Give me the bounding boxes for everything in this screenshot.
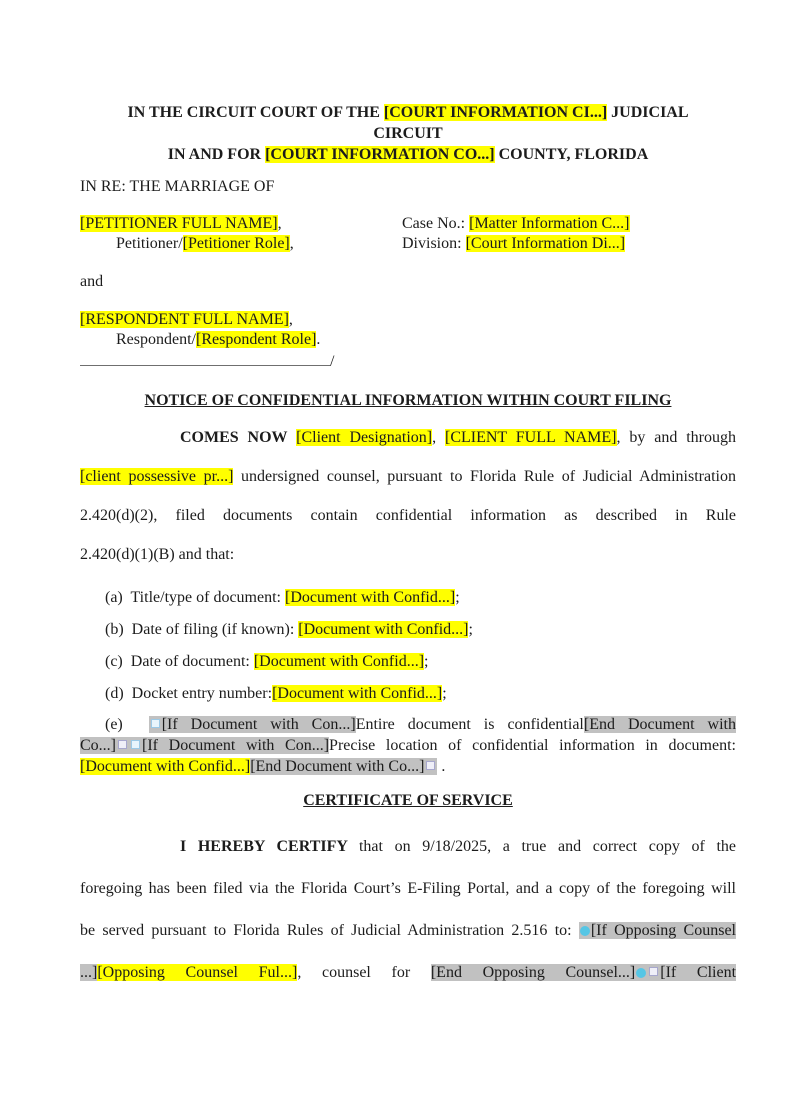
caption-right-cell	[402, 214, 736, 234]
header-block	[80, 102, 736, 165]
placeholder-field[interactable]: [End Document with Co...]	[250, 758, 425, 775]
text-run: ,	[289, 235, 294, 252]
certificate-line-2	[80, 868, 736, 910]
text-run: Division:	[402, 235, 466, 252]
placeholder-field[interactable]: [Document with Confid...]	[284, 589, 456, 606]
placeholder-field[interactable]: [Document with Confid...]	[298, 621, 469, 638]
text-run: I HEREBY CERTIFY	[180, 838, 359, 855]
certificate-paragraph	[80, 826, 736, 994]
text-run: , by and through	[616, 429, 736, 446]
text-run: undersigned counsel, pursuant to Florida Rule of Judicial Administration	[233, 468, 736, 485]
condition-toggle-marker-icon[interactable]	[131, 740, 140, 749]
list-item-c	[80, 646, 736, 678]
text-run: (c) Date of document:	[105, 653, 254, 670]
text-run: be served pursuant to Florida Rules of Judicial Administration 2.516 to:	[80, 922, 579, 939]
and-text	[80, 272, 736, 292]
certificate-title	[80, 790, 736, 811]
placeholder-field[interactable]: [If Opposing Counsel	[590, 922, 737, 939]
placeholder-field[interactable]: [Client Designation]	[296, 429, 433, 446]
text-run: IN RE: THE MARRIAGE OF	[80, 178, 275, 195]
text-run: CERTIFICATE OF SERVICE	[303, 792, 513, 809]
condition-toggle-marker-icon[interactable]	[649, 967, 658, 976]
caption-row	[80, 214, 736, 234]
court-header-line-1	[80, 102, 736, 123]
text-run: IN THE CIRCUIT COURT OF THE	[127, 104, 384, 121]
certificate-line-1	[80, 826, 736, 868]
text-run: ,	[288, 311, 293, 328]
list-item-e-line-1	[80, 714, 736, 735]
caption-right-cell	[402, 234, 736, 254]
text-run: .	[437, 758, 446, 775]
text-run: ;	[424, 653, 429, 670]
text-run: NOTICE OF CONFIDENTIAL INFORMATION WITHIN COURT FILING	[144, 392, 672, 409]
placeholder-field[interactable]: [End Opposing Counsel...]	[430, 964, 636, 981]
caption-left-cell	[80, 234, 402, 254]
text-run: ,	[277, 215, 282, 232]
text-run: and	[80, 273, 104, 290]
placeholder-field[interactable]: [CLIENT FULL NAME]	[444, 429, 617, 446]
marker-wrap	[149, 716, 162, 733]
certificate-line-4	[80, 952, 736, 994]
opening-line-3	[80, 496, 736, 535]
placeholder-field[interactable]: [Court Information Di...]	[465, 235, 626, 252]
text-run: (e)	[105, 716, 149, 733]
opening-line-4	[80, 535, 736, 574]
list-item-d	[80, 678, 736, 710]
notice-title-text	[80, 390, 736, 411]
text-run: Precise location of confidential information in document:	[329, 737, 736, 754]
signature-rule-line	[80, 350, 330, 366]
list-item-a	[80, 582, 736, 614]
placeholder-field[interactable]: [Document with Confid...]	[253, 653, 425, 670]
text-run: 2.420(d)(1)(B) and that:	[80, 546, 235, 563]
respondent-name-line	[80, 310, 736, 330]
placeholder-field[interactable]: [Document with Confid...]	[80, 758, 251, 775]
marker-wrap	[424, 758, 437, 775]
opening-line-1	[80, 418, 736, 457]
in-re-line	[80, 177, 736, 197]
text-run: ;	[455, 589, 460, 606]
text-run: (b) Date of filing (if known):	[105, 621, 299, 638]
list-item-e-line-2	[80, 735, 736, 756]
text-run: Respondent/	[116, 331, 196, 348]
notice-title	[80, 390, 736, 411]
placeholder-field[interactable]: [If Document with Con...]	[142, 737, 330, 754]
text-run: foregoing has been filed via the Florida Court’s E-Filing Portal, and a copy of the foregoing will	[80, 880, 736, 897]
placeholder-field[interactable]: [If Document with Con...]	[161, 716, 356, 733]
text-run: Entire document is confidential	[355, 716, 584, 733]
respondent-role-line	[80, 330, 736, 350]
court-header-line-3	[80, 144, 736, 165]
text-run: /	[330, 353, 335, 370]
placeholder-field[interactable]: [If Client	[660, 964, 737, 981]
signature-line-block	[80, 350, 736, 372]
caption-left-cell	[80, 214, 402, 234]
list-item-b	[80, 614, 736, 646]
list-item-e-line-3	[80, 756, 736, 777]
text-run: CIRCUIT	[373, 125, 443, 142]
placeholder-field[interactable]: [PETITIONER FULL NAME]	[80, 215, 278, 232]
placeholder-field[interactable]: [RESPONDENT FULL NAME]	[80, 311, 289, 328]
placeholder-field[interactable]: [Petitioner Role]	[182, 235, 290, 252]
and-line	[80, 272, 736, 292]
text-run: (a) Title/type of document:	[105, 589, 285, 606]
confidential-list	[80, 582, 736, 710]
text-run: (d) Docket entry number:	[105, 685, 273, 702]
placeholder-field[interactable]: [Matter Information C...]	[469, 215, 630, 232]
text-run: ;	[442, 685, 447, 702]
condition-toggle-marker-icon[interactable]	[118, 740, 127, 749]
placeholder-field[interactable]: Co...]	[80, 737, 116, 754]
text-run: 2.420(d)(2), filed documents contain confidential information as described in Rule	[80, 507, 736, 524]
certificate-line-3	[80, 910, 736, 952]
marker-wrap	[116, 737, 129, 754]
placeholder-field[interactable]: [Document with Confid...]	[272, 685, 443, 702]
text-run: ;	[468, 621, 473, 638]
text-run: that on 9/18/2025, a true and correct copy of the	[358, 838, 736, 855]
condition-toggle-marker-icon[interactable]	[426, 761, 435, 770]
caption-block	[80, 214, 736, 254]
caption-rule-line	[80, 350, 736, 372]
in-re-text	[80, 177, 736, 197]
text-run: , counsel for	[297, 964, 431, 981]
caption-row	[80, 234, 736, 254]
condition-toggle-marker-icon[interactable]	[151, 719, 160, 728]
placeholder-field[interactable]: ...]	[80, 964, 98, 981]
respondent-block	[80, 310, 736, 350]
text-run: ,	[432, 429, 445, 446]
text-run: IN AND FOR	[167, 146, 266, 163]
condition-dot-marker-icon[interactable]	[636, 968, 646, 978]
marker-wrap	[647, 964, 660, 981]
text-run: JUDICIAL	[607, 104, 689, 121]
placeholder-field[interactable]: [client possessive pr...]	[80, 468, 234, 485]
text-run: .	[316, 331, 321, 348]
item-e-block	[80, 714, 736, 777]
opening-line-2	[80, 457, 736, 496]
text-run: Petitioner/	[116, 235, 183, 252]
placeholder-field[interactable]: [End Document with	[583, 716, 737, 733]
marker-wrap	[129, 737, 142, 754]
placeholder-field[interactable]: [Respondent Role]	[196, 331, 317, 348]
placeholder-field[interactable]: [COURT INFORMATION CO...]	[265, 146, 495, 163]
marker-wrap	[635, 964, 647, 981]
text-run: COMES NOW	[180, 429, 297, 446]
text-run: Case No.:	[402, 215, 470, 232]
placeholder-field[interactable]: [COURT INFORMATION CI...]	[383, 104, 608, 121]
opening-paragraph	[80, 418, 736, 574]
condition-dot-marker-icon[interactable]	[580, 926, 590, 936]
court-header-line-2	[80, 123, 736, 144]
placeholder-field[interactable]: [Opposing Counsel Ful...]	[97, 964, 298, 981]
marker-wrap	[579, 922, 591, 939]
text-run: COUNTY, FLORIDA	[494, 146, 649, 163]
certificate-title-text	[80, 790, 736, 811]
